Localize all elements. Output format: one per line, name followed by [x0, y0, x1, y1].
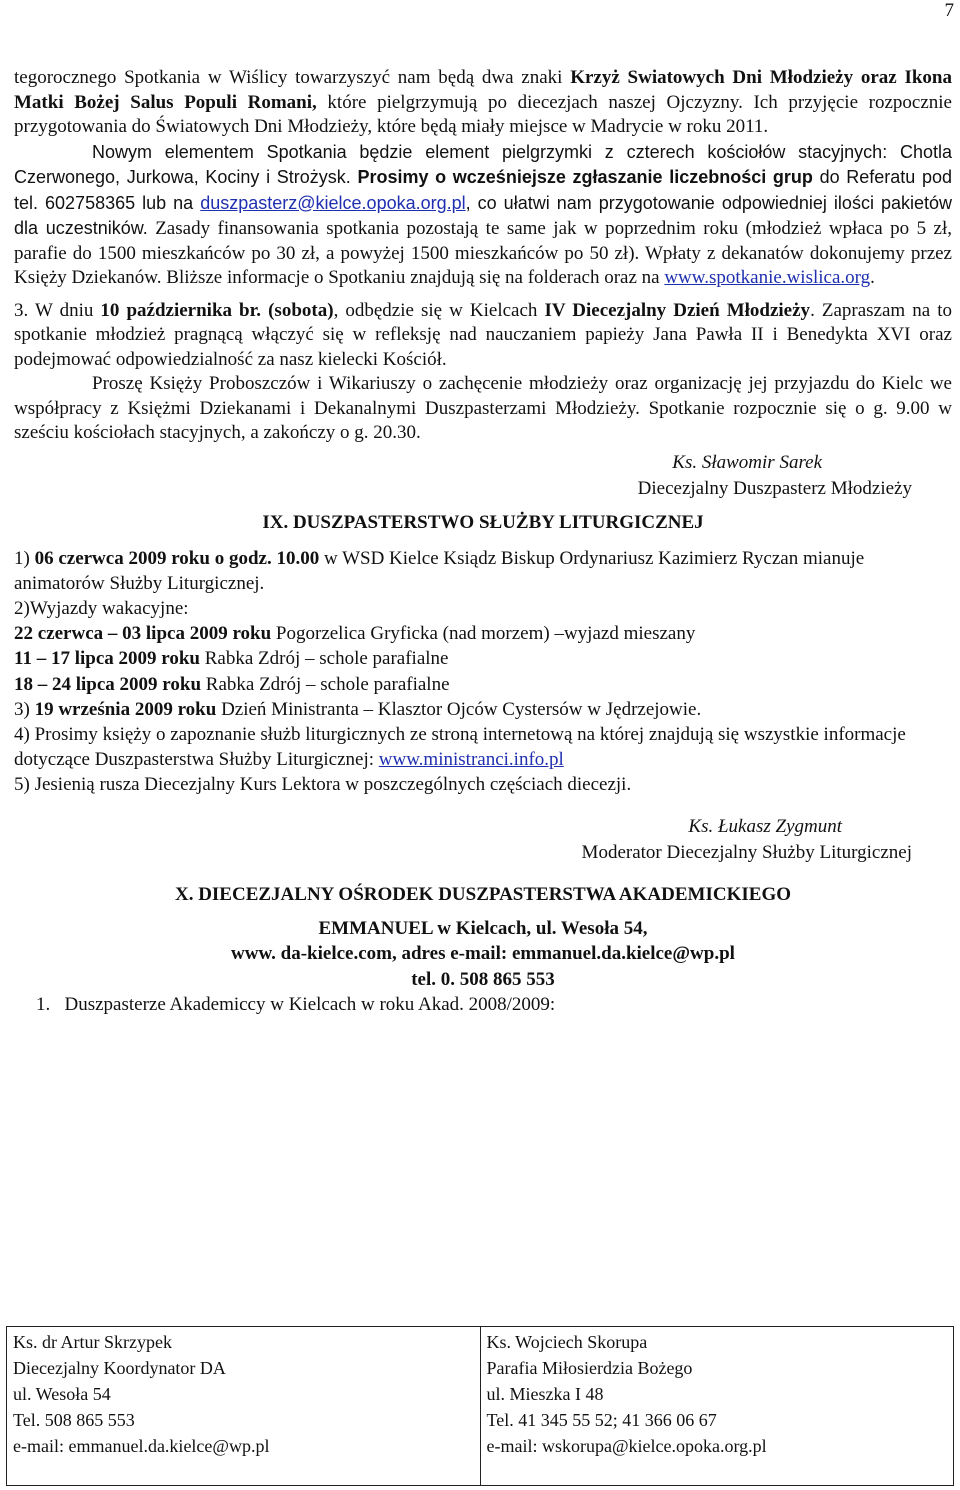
contact-card	[480, 1327, 954, 1485]
paragraph-youth-day	[14, 299, 952, 373]
center-address: EMMANUEL w Kielcach, ul. Wesoła 54,	[318, 917, 648, 939]
contact-role: Diecezjalny Koordynator DA	[13, 1358, 226, 1378]
contact-role: Parafia Miłosierdzia Bożego	[486, 1358, 693, 1378]
paragraph-pilgrimage	[14, 140, 952, 291]
bold-text: 18 – 24 lipca 2009 roku	[14, 673, 202, 695]
list-item	[14, 646, 952, 671]
text-run: 4) Prosimy księży o zapoznanie służb liturgicznych ze stroną internetową na której znajdują się wszystkie informacje dotyczące Duszpasterstwa Służby Liturgicznej:	[14, 723, 906, 771]
signature-youth	[14, 450, 952, 502]
center-web-email: www. da-kielce.com, adres e-mail: emmanuel.da.kielce@wp.pl	[231, 943, 735, 965]
bold-text: (sobota)	[268, 299, 334, 321]
liturgical-list	[14, 546, 952, 798]
text-run: 1)	[14, 547, 35, 569]
list-item	[14, 722, 952, 772]
contact-phone: Tel. 41 345 55 52; 41 366 06 67	[486, 1410, 717, 1430]
text-run: Nowym elementem Spotkania będzie element pielgrzymki z czterech kościołów stacyjnych: Chotla Czerwonego, Jurkowa, Kociny i Strożysk.	[14, 141, 952, 187]
list-item	[14, 546, 952, 596]
text-run: .	[870, 267, 875, 288]
text-run: 2)Wyjazdy wakacyjne:	[14, 597, 189, 619]
list-item	[14, 596, 952, 621]
contact-email: e-mail: wskorupa@kielce.opoka.org.pl	[486, 1436, 767, 1456]
text-run: , odbędzie się w Kielcach	[333, 299, 545, 321]
signature-role: Diecezjalny Duszpasterz Młodzieży	[637, 477, 912, 499]
list-item	[14, 621, 952, 646]
bold-text: 10 października br.	[100, 299, 262, 321]
text-run: tegorocznego Spotkania w Wiślicy towarzyszyć nam będą dwa znaki	[14, 67, 571, 88]
text-run: Rabka Zdrój – schole parafialne	[201, 673, 450, 695]
paragraph-request-priests: Proszę Księży Proboszczów i Wikariuszy o zachęcenie młodzieży oraz organizację jej przyjazdu do Kielc we współpracy z Księżmi Dziekanami i Dekanalnymi Duszpasterzami Młodzieży. Spotkanie rozpocznie się o g. 9.00 w sześciu kościołach stacyjnych, a zakończy o g. 20.30.	[14, 373, 952, 443]
paragraph-wislica-signs	[14, 66, 952, 140]
text-run: Pogorzelica Gryficka (nad morzem) –wyjazd mieszany	[271, 623, 696, 645]
contact-name: Ks. dr Artur Skrzypek	[13, 1332, 172, 1352]
bold-text: 06 czerwca 2009 roku o godz. 10.00	[34, 547, 320, 569]
contact-address: ul. Mieszka I 48	[486, 1384, 604, 1404]
contacts-table	[6, 1326, 954, 1486]
bold-text: IV Diecezjalny Dzień Młodzieży	[544, 299, 811, 321]
list-item	[14, 672, 952, 697]
bold-text: Krzyż Swiatowych Dni Młodzieży oraz Ikona Matki Bożej Salus Populi Romani,	[14, 67, 953, 113]
inline-link[interactable]: www.ministranci.info.pl	[378, 749, 564, 771]
inline-link[interactable]: www.spotkanie.wislica.org	[664, 267, 871, 288]
inline-link[interactable]: duszpasterz@kielce.opoka.org.pl	[200, 192, 466, 213]
text-run: Rabka Zdrój – schole parafialne	[199, 648, 449, 670]
contact-address: ul. Wesoła 54	[13, 1384, 111, 1404]
contact-name: Ks. Wojciech Skorupa	[486, 1332, 648, 1352]
text-run: , co ułatwi nam przygotowanie odpowiedniej ilości pakietów dla uczestników.	[14, 192, 952, 238]
section-title-liturgical: IX. DUSZPASTERSTWO SŁUŻBY LITURGICZNEJ	[262, 511, 704, 533]
text-run: do Referatu pod tel. 602758365 lub na	[14, 167, 952, 213]
document-body	[14, 66, 952, 1017]
signature-role: Moderator Diecezjalny Służby Liturgicznej	[581, 841, 912, 863]
bold-text: 19 września 2009 roku	[34, 698, 217, 720]
bold-text: 11 – 17 lipca 2009 roku	[14, 648, 200, 670]
text-run: w WSD Kielce Ksiądz Biskup Ordynariusz Kazimierz Ryczan mianuje animatorów Służby Liturgicznej.	[14, 547, 865, 594]
bold-text: Prosimy o wcześniejsze zgłaszanie liczebności grup	[357, 167, 813, 187]
text-run: Dzień Ministranta – Klasztor Ojców Cystersów w Jędrzejowie.	[216, 698, 702, 720]
center-phone: tel. 0. 508 865 553	[411, 968, 555, 990]
text-run: 3. W dniu	[14, 299, 101, 321]
signature-name: Ks. Sławomir Sarek	[672, 451, 822, 473]
signature-name: Ks. Łukasz Zygmunt	[688, 815, 842, 837]
text-run: które pielgrzymują po diecezjach naszej Ojczyzny. Ich przyjęcie rozpocznie przygotowania do Światowych Dni Młodzieży, które będą miały miejsce w Madrycie w roku 2011.	[14, 91, 952, 137]
list-item	[14, 697, 952, 722]
contact-phone: Tel. 508 865 553	[13, 1410, 135, 1430]
contact-card	[7, 1327, 480, 1485]
text-run: 5) Jesienią rusza Diecezjalny Kurs Lektora w poszczególnych częściach diecezji.	[14, 774, 632, 796]
text-run: 3)	[14, 698, 35, 720]
section-title-academic: X. DIECEZJALNY OŚRODEK DUSZPASTERSTWA AKADEMICKIEGO	[174, 883, 792, 905]
bold-text: 22 czerwca – 03 lipca 2009 roku	[14, 623, 272, 645]
list-item	[14, 772, 952, 797]
list-item-chaplains: 1. Duszpasterze Akademiccy w Kielcach w roku Akad. 2008/2009:	[36, 994, 556, 1016]
page-number: 7	[944, 0, 954, 21]
contact-email: e-mail: emmanuel.da.kielce@wp.pl	[13, 1436, 270, 1456]
signature-liturgical	[14, 814, 952, 866]
text-run: . Zapraszam na to spotkanie młodzież pragnącą włączyć się w refleksję nad nauczaniem papieży Jana Pawła II i Benedykta XVI oraz podejmować odpowiedzialność za nasz kielecki Kościół.	[14, 299, 952, 370]
text-run: Zasady finansowania spotkania pozostają te same jak w poprzednim roku (młodzież wpłaca po 5 zł, parafie do 1500 mieszkańców po 30 zł, a powyżej 1500 mieszkańców po 50 zł). Wpłaty z dekanatów dokonujemy przez Księży Dziekanów. Bliższe informacje o Spotkaniu znajdują się na folderach oraz na	[14, 218, 952, 288]
